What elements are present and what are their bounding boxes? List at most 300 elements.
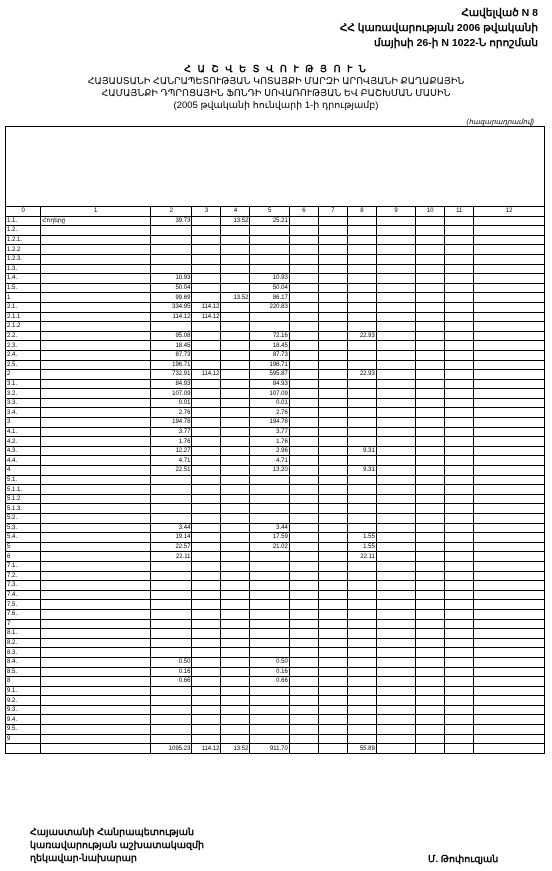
row-label	[41, 341, 151, 351]
row-label	[41, 475, 151, 485]
table-cell	[416, 398, 445, 408]
row-label	[41, 254, 151, 264]
table-cell	[289, 379, 318, 389]
row-label	[41, 600, 151, 610]
table-cell	[250, 245, 289, 255]
table-cell: 21.02	[250, 542, 289, 552]
column-number: 9	[376, 207, 415, 217]
row-code: 9.5.	[6, 725, 41, 735]
row-code: 1.1.	[6, 216, 41, 226]
table-cell: 1.76	[250, 437, 289, 447]
table-cell: 334.95	[151, 302, 192, 312]
header-line: մայիսի 26-ի N 1022-Ն որոշման	[373, 37, 538, 49]
table-cell	[192, 360, 221, 370]
table-body	[6, 216, 545, 753]
table-cell	[376, 437, 415, 447]
row-label	[41, 657, 151, 667]
row-label: Հողերը	[41, 216, 151, 226]
table-cell	[318, 715, 347, 725]
row-code: 5.1.	[6, 475, 41, 485]
table-cell	[318, 734, 347, 744]
table-cell	[192, 331, 221, 341]
row-label	[41, 504, 151, 514]
table-cell	[318, 350, 347, 360]
table-cell	[445, 350, 474, 360]
row-label	[41, 264, 151, 274]
table-cell	[347, 485, 376, 495]
table-cell	[192, 638, 221, 648]
table-cell	[318, 312, 347, 322]
table-row	[6, 686, 545, 696]
table-cell	[474, 744, 545, 754]
table-cell	[416, 494, 445, 504]
table-row	[6, 514, 545, 524]
table-cell: 72.16	[250, 331, 289, 341]
table-cell	[474, 312, 545, 322]
table-cell	[289, 494, 318, 504]
table-row	[6, 293, 545, 303]
table-cell	[151, 514, 192, 524]
table-cell	[318, 552, 347, 562]
table-cell	[318, 514, 347, 524]
table-cell: 196.71	[151, 360, 192, 370]
table-cell	[474, 283, 545, 293]
table-row	[6, 341, 545, 351]
table-cell: 3.77	[151, 427, 192, 437]
table-cell	[416, 245, 445, 255]
table-cell	[474, 590, 545, 600]
table-row	[6, 322, 545, 332]
table-cell	[347, 398, 376, 408]
table-cell	[192, 590, 221, 600]
table-cell	[376, 398, 415, 408]
table-cell	[289, 475, 318, 485]
table-cell: 0.16	[250, 667, 289, 677]
row-code: 2.1.	[6, 302, 41, 312]
column-number: 3	[192, 207, 221, 217]
table-cell	[289, 533, 318, 543]
table-cell	[347, 494, 376, 504]
table-cell	[318, 254, 347, 264]
row-label	[41, 629, 151, 639]
table-cell: 13.52	[221, 216, 250, 226]
row-code: 7.2.	[6, 571, 41, 581]
table-cell	[416, 389, 445, 399]
table-cell	[474, 504, 545, 514]
table-cell	[318, 437, 347, 447]
table-cell	[416, 542, 445, 552]
table-cell	[376, 571, 415, 581]
table-cell: 13.52	[221, 293, 250, 303]
table-cell	[347, 696, 376, 706]
table-cell	[289, 293, 318, 303]
table-cell: 0.01	[250, 398, 289, 408]
table-cell	[445, 398, 474, 408]
row-code: 2.3.	[6, 341, 41, 351]
table-row	[6, 571, 545, 581]
table-cell	[474, 245, 545, 255]
table-cell	[416, 696, 445, 706]
table-cell: 732.91	[151, 370, 192, 380]
row-code: 9.1.	[6, 686, 41, 696]
table-cell	[221, 264, 250, 274]
table-cell	[151, 581, 192, 591]
row-code: 1.4.	[6, 274, 41, 284]
table-cell	[151, 235, 192, 245]
table-cell	[221, 609, 250, 619]
column-number: 0	[6, 207, 41, 217]
row-code: 1.2.1.	[6, 235, 41, 245]
table-cell	[445, 408, 474, 418]
table-cell	[192, 456, 221, 466]
table-cell	[192, 542, 221, 552]
table-cell	[250, 734, 289, 744]
row-label	[41, 389, 151, 399]
table-cell	[445, 657, 474, 667]
table-cell	[445, 264, 474, 274]
table-cell	[289, 552, 318, 562]
table-cell	[347, 600, 376, 610]
column-number: 10	[416, 207, 445, 217]
table-cell	[192, 657, 221, 667]
table-cell	[221, 312, 250, 322]
table-cell	[318, 571, 347, 581]
table-cell	[474, 686, 545, 696]
table-cell	[445, 590, 474, 600]
title-line: ՀԱՅԱՍՏԱՆԻ ՀԱՆՐԱՊԵՏՈՒԹՅԱՆ ԿՈՏԱՅՔԻ ՄԱՐԶԻ ԱՐՈՎՅԱՆԻ ՔԱՂԱՔԱՅԻՆ	[87, 76, 465, 87]
table-cell: 87.73	[151, 350, 192, 360]
table-cell	[376, 590, 415, 600]
table-cell	[376, 725, 415, 735]
column-number: 1	[41, 207, 151, 217]
table-cell	[445, 514, 474, 524]
table-cell	[445, 600, 474, 610]
row-label	[41, 609, 151, 619]
table-cell: 22.11	[151, 552, 192, 562]
table-cell	[376, 542, 415, 552]
table-cell	[416, 341, 445, 351]
table-cell	[347, 475, 376, 485]
table-cell	[192, 418, 221, 428]
table-cell: 39.73	[151, 216, 192, 226]
title-line: (2005 թվականի հունվարի 1-ի դրությամբ)	[173, 100, 379, 111]
table-cell	[289, 734, 318, 744]
table-cell	[289, 235, 318, 245]
table-cell	[416, 264, 445, 274]
table-cell	[151, 629, 192, 639]
table-cell	[318, 379, 347, 389]
table-row	[6, 696, 545, 706]
table-cell	[474, 561, 545, 571]
table-cell	[221, 619, 250, 629]
table-cell	[347, 274, 376, 284]
table-cell	[221, 504, 250, 514]
table-cell	[318, 274, 347, 284]
table-cell	[416, 293, 445, 303]
table-row	[6, 427, 545, 437]
table-cell	[192, 552, 221, 562]
table-cell	[221, 667, 250, 677]
table-cell	[445, 226, 474, 236]
table-cell	[289, 677, 318, 687]
table-cell	[474, 514, 545, 524]
table-cell	[250, 648, 289, 658]
table-cell	[376, 360, 415, 370]
table-cell	[221, 581, 250, 591]
table-cell	[347, 245, 376, 255]
table-cell	[376, 561, 415, 571]
table-row	[6, 437, 545, 447]
table-cell	[416, 216, 445, 226]
table-row	[6, 590, 545, 600]
title-line: ՀԱՄԱՅՆՔԻ ԴՊՐՈՑԱՅԻՆ ՖՈՆԴԻ ՍՈՎԱՌՈՒԹՅԱՆ ԵՎ ԲԱՇԽՄԱՆ ՄԱՍԻՆ	[101, 88, 451, 99]
table-cell	[474, 581, 545, 591]
table-cell	[474, 667, 545, 677]
table-cell	[376, 216, 415, 226]
table-cell	[221, 523, 250, 533]
table-cell	[250, 504, 289, 514]
table-cell: 18.45	[151, 341, 192, 351]
column-number: 2	[151, 207, 192, 217]
table-cell	[318, 226, 347, 236]
table-cell	[445, 446, 474, 456]
table-cell	[376, 600, 415, 610]
table-cell	[318, 504, 347, 514]
table-cell	[376, 274, 415, 284]
table-cell	[250, 561, 289, 571]
row-label	[41, 696, 151, 706]
row-code: 1.2.	[6, 226, 41, 236]
table-cell	[151, 638, 192, 648]
table-cell: 0.01	[151, 398, 192, 408]
table-cell	[250, 254, 289, 264]
table-cell	[151, 648, 192, 658]
row-code: 3.2.	[6, 389, 41, 399]
table-cell	[347, 226, 376, 236]
table-row	[6, 331, 545, 341]
table-cell	[474, 274, 545, 284]
table-cell	[192, 609, 221, 619]
table-cell	[289, 667, 318, 677]
table-row	[6, 389, 545, 399]
table-cell	[445, 725, 474, 735]
table-cell	[289, 274, 318, 284]
table-cell	[474, 456, 545, 466]
table-cell	[192, 667, 221, 677]
table-row	[6, 350, 545, 360]
table-cell	[474, 523, 545, 533]
table-row	[6, 466, 545, 476]
table-cell	[318, 216, 347, 226]
table-cell	[347, 667, 376, 677]
table-cell	[192, 274, 221, 284]
row-label	[41, 561, 151, 571]
table-cell	[416, 226, 445, 236]
table-cell	[416, 533, 445, 543]
table-cell	[376, 734, 415, 744]
table-cell	[318, 561, 347, 571]
table-cell: 0.66	[250, 677, 289, 687]
table-cell: 84.93	[151, 379, 192, 389]
table-row	[6, 561, 545, 571]
table-cell	[376, 302, 415, 312]
table-cell	[192, 514, 221, 524]
table-cell	[416, 283, 445, 293]
table-cell	[376, 379, 415, 389]
table-cell	[250, 715, 289, 725]
table-cell	[318, 677, 347, 687]
table-cell	[289, 226, 318, 236]
table-row	[6, 705, 545, 715]
table-cell	[289, 350, 318, 360]
row-code: 2	[6, 370, 41, 380]
table-cell	[416, 370, 445, 380]
table-cell	[289, 283, 318, 293]
table-cell	[347, 705, 376, 715]
table-cell	[347, 293, 376, 303]
table-cell	[376, 686, 415, 696]
table-cell	[445, 744, 474, 754]
table-cell	[221, 245, 250, 255]
table-cell	[318, 667, 347, 677]
table-cell	[474, 475, 545, 485]
table-cell	[376, 350, 415, 360]
table-cell	[416, 619, 445, 629]
table-cell	[192, 485, 221, 495]
table-cell	[376, 609, 415, 619]
table-cell	[347, 590, 376, 600]
row-code: 2.1.2	[6, 322, 41, 332]
table-row	[6, 264, 545, 274]
table-cell	[445, 274, 474, 284]
table-cell	[192, 466, 221, 476]
table-row	[6, 379, 545, 389]
table-cell	[376, 494, 415, 504]
table-cell	[289, 629, 318, 639]
table-cell	[474, 408, 545, 418]
table-cell	[376, 677, 415, 687]
table-row	[6, 494, 545, 504]
table-row	[6, 734, 545, 744]
row-code: 4.2.	[6, 437, 41, 447]
table-cell	[474, 677, 545, 687]
table-cell	[221, 475, 250, 485]
table-cell	[318, 322, 347, 332]
table-cell	[192, 600, 221, 610]
table-cell	[445, 561, 474, 571]
table-cell	[445, 389, 474, 399]
table-cell	[445, 293, 474, 303]
table-cell: 22.51	[151, 466, 192, 476]
table-cell	[289, 360, 318, 370]
table-cell	[416, 254, 445, 264]
table-cell	[347, 322, 376, 332]
table-cell	[347, 571, 376, 581]
table-cell	[318, 600, 347, 610]
table-cell	[445, 360, 474, 370]
table-cell	[221, 322, 250, 332]
table-cell	[474, 466, 545, 476]
table-cell	[474, 293, 545, 303]
table-cell	[318, 542, 347, 552]
row-label	[41, 283, 151, 293]
table-cell	[445, 456, 474, 466]
table-cell	[376, 264, 415, 274]
table-cell: 22.11	[347, 552, 376, 562]
table-cell	[221, 542, 250, 552]
table-row	[6, 609, 545, 619]
row-label	[41, 245, 151, 255]
table-cell	[289, 725, 318, 735]
table-row	[6, 226, 545, 236]
table-cell	[474, 494, 545, 504]
table-cell	[347, 715, 376, 725]
table-cell	[221, 648, 250, 658]
row-code: 8.3.	[6, 648, 41, 658]
table-cell	[416, 302, 445, 312]
table-cell	[445, 494, 474, 504]
table-row	[6, 302, 545, 312]
table-cell	[474, 216, 545, 226]
table-cell	[376, 245, 415, 255]
table-cell	[221, 389, 250, 399]
table-cell	[289, 590, 318, 600]
row-code: 9	[6, 734, 41, 744]
row-label	[41, 552, 151, 562]
table-cell	[347, 216, 376, 226]
table-row	[6, 245, 545, 255]
table-cell	[347, 379, 376, 389]
row-label	[41, 744, 151, 754]
table-cell	[318, 485, 347, 495]
row-code: 5.1.3.	[6, 504, 41, 514]
table-cell	[289, 561, 318, 571]
table-cell	[416, 657, 445, 667]
row-label	[41, 446, 151, 456]
table-cell	[416, 581, 445, 591]
table-cell	[192, 446, 221, 456]
row-code: 5.4.	[6, 533, 41, 543]
table-cell	[221, 370, 250, 380]
table-cell	[192, 216, 221, 226]
row-code: 5	[6, 542, 41, 552]
table-row	[6, 657, 545, 667]
table-cell	[347, 561, 376, 571]
table-cell	[289, 254, 318, 264]
table-cell	[474, 379, 545, 389]
table-cell	[221, 552, 250, 562]
table-row	[6, 629, 545, 639]
table-cell	[416, 475, 445, 485]
table-cell	[221, 533, 250, 543]
table-cell	[221, 446, 250, 456]
table-cell	[192, 350, 221, 360]
table-cell	[376, 341, 415, 351]
table-cell	[376, 427, 415, 437]
table-cell	[221, 418, 250, 428]
table-cell	[376, 619, 415, 629]
table-row	[6, 715, 545, 725]
row-code: 5.3.	[6, 523, 41, 533]
table-cell	[221, 283, 250, 293]
table-cell: 0.50	[151, 657, 192, 667]
table-cell: 9.31	[347, 466, 376, 476]
table-cell	[250, 514, 289, 524]
table-cell	[445, 216, 474, 226]
table-row	[6, 581, 545, 591]
table-cell	[416, 725, 445, 735]
table-cell	[376, 657, 415, 667]
